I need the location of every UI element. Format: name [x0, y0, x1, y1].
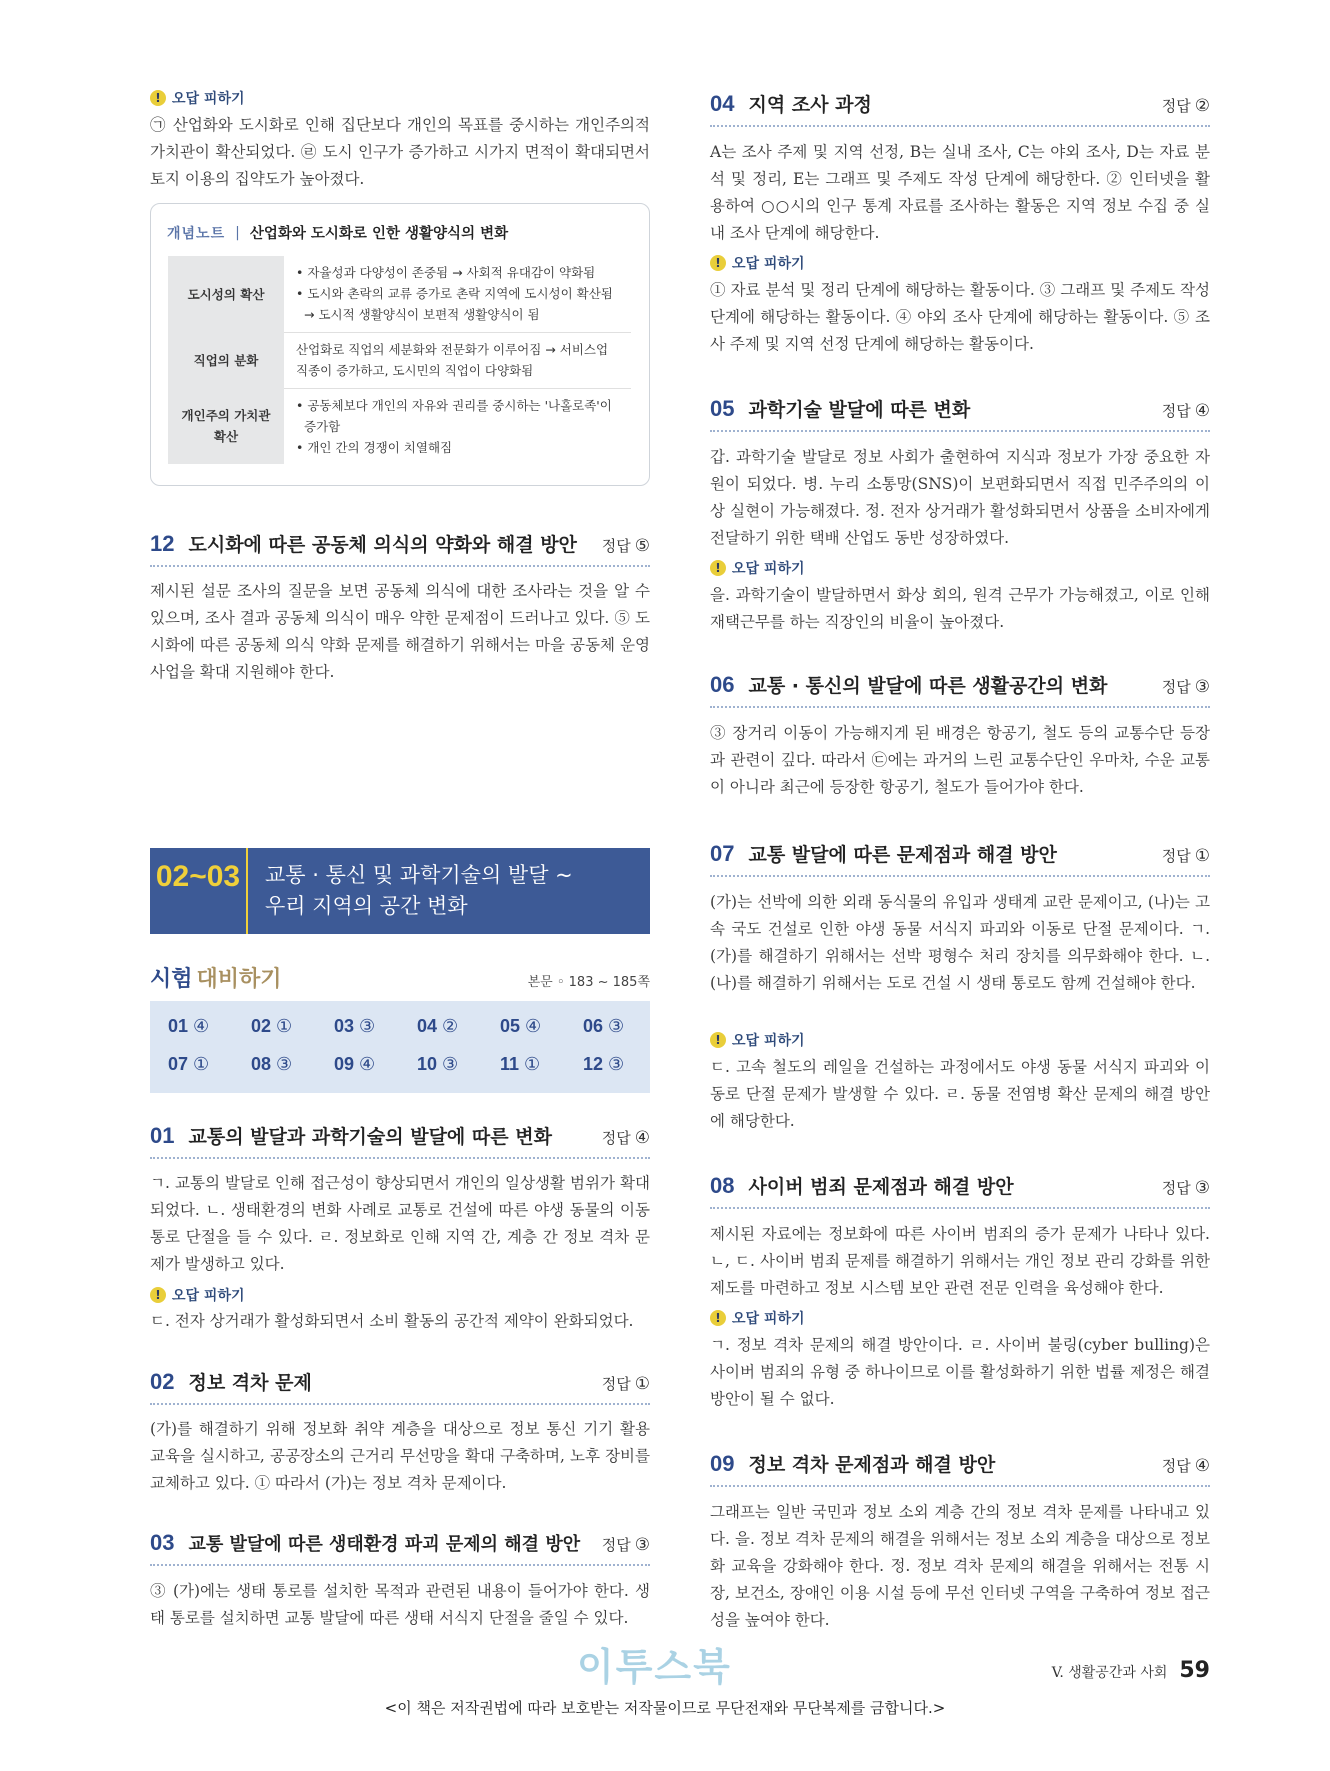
answer-label: 정답 ⑤ [601, 536, 650, 556]
question-number: 07 [710, 841, 735, 866]
avoid-label: ! 오답 피하기 [150, 1285, 245, 1305]
answer-cell: 10 ③ [417, 1054, 459, 1074]
publisher-watermark-logo: 이투스북 [577, 1645, 732, 1689]
exclamation-icon: ! [150, 90, 166, 106]
question-header-09 [710, 1450, 1210, 1487]
avoid-text: ㄱ. 정보 격차 문제의 해결 방안이다. ㄹ. 사이버 불링(cyber bulling)은 사이버 범죄의 유형 중 하나이므로 이를 활성화하기 위한 법률 제정은 해결 방안이 될 수 없다. [710, 1336, 1210, 1408]
answer-cell: 09 ④ [334, 1054, 376, 1074]
answer-cell: 01 ④ [168, 1016, 210, 1036]
question-title: 정보 격차 문제 [188, 1372, 312, 1394]
avoid-label: ! 오답 피하기 [710, 1308, 805, 1328]
question-title: 교통의 발달과 과학기술의 발달에 따른 변화 [188, 1126, 552, 1148]
answer-cell: 05 ④ [500, 1016, 542, 1036]
concept-row-label: 개인주의 가치관 확산 [168, 388, 284, 464]
question-title: 정보 격차 문제점과 해결 방안 [748, 1454, 996, 1476]
avoid-label: ! 오답 피하기 [150, 88, 245, 108]
concept-note-divider: | [235, 224, 240, 241]
question-title: 지역 조사 과정 [748, 94, 872, 116]
exam-prep-title-2: 대비하기 [196, 967, 282, 992]
question-number: 02 [150, 1369, 175, 1394]
page-reference: 본문 ◦ 183 ~ 185쪽 [527, 975, 650, 990]
explanation-text: 제시된 자료에는 정보화에 따른 사이버 범죄의 증가 문제가 나타나 있다. ㄴ, ㄷ. 사이버 범죄 문제를 해결하기 위해서는 개인 정보 관리 강화를 위한 제도를 마련하고 정보 시스템 보안 관련 전문 인력을 육성해야 한다. [710, 1225, 1210, 1297]
question-number: 08 [710, 1173, 735, 1198]
question-header-01 [150, 1122, 650, 1159]
avoid-text: 을. 과학기술이 발달하면서 화상 회의, 원격 근무가 가능해졌고, 이로 인해 재택근무를 하는 직장인의 비율이 높아졌다. [710, 586, 1210, 631]
page-footer [1052, 1658, 1210, 1683]
question-number: 06 [710, 672, 735, 697]
concept-row-value: • 공동체보다 개인의 자유와 권리를 중시하는 '나홀로족'이 증가함 • 개인 간의 경쟁이 치열해짐 [296, 397, 612, 455]
avoid-text: ① 자료 분석 및 정리 단계에 해당하는 활동이다. ③ 그래프 및 주제도 작성 단계에 해당하는 활동이다. ④ 야외 조사 단계에 해당하는 활동이다. ⑤ 조사 주제 및 지역 선정 단계에 해당하는 활동이다. [710, 281, 1210, 353]
explanation-text: 갑. 과학기술 발달로 정보 사회가 출현하여 지식과 정보가 가장 중요한 자원이 되었다. 병. 누리 소통망(SNS)이 보편화되면서 직접 민주주의의 이상 실현이 가능해졌다. 정. 전자 상거래가 활성화되면서 상품을 소비자에게 전달하기 위한 택배 산업도 동반 성장하였다. [710, 448, 1210, 547]
explanation-text: 그래프는 일반 국민과 정보 소외 계층 간의 정보 격차 문제를 나타내고 있다. 을. 정보 격차 문제의 해결을 위해서는 정보 소외 계층을 대상으로 정보화 교육을 강화해야 한다. 정. 정보 격차 문제의 해결을 위해서는 전통 시장, 보건소, 장애인 이용 시설 등에 무선 인터넷 구역을 구축하여 정보 접근성을 높여야 한다. [710, 1503, 1211, 1629]
exam-prep-title-1: 시험 [150, 967, 193, 992]
concept-note-box [150, 203, 650, 486]
concept-note-tag: 개념노트 [167, 225, 226, 242]
question-number: 01 [150, 1123, 175, 1148]
section-name: V. 생활공간과 사회 [1051, 1665, 1168, 1681]
answer-cell: 11 ① [500, 1054, 541, 1074]
answer-cell: 04 ② [417, 1016, 459, 1036]
exam-prep-header [150, 962, 650, 993]
avoid-text: ㄷ. 전자 상거래가 활성화되면서 소비 활동의 공간적 제약이 완화되었다. [150, 1312, 634, 1330]
question-header-08 [710, 1172, 1210, 1209]
exclamation-icon: ! [710, 560, 726, 576]
answer-label: 정답 ④ [1161, 1456, 1210, 1476]
avoid-text: ㄷ. 고속 철도의 레일을 건설하는 과정에서도 야생 동물 서식지 파괴와 이동로 단절 문제가 발생할 수 있다. ㄹ. 동물 전염병 확산 문제의 해결 방안에 해당한다. [710, 1058, 1210, 1130]
copyright-notice: <이 책은 저작권법에 따라 보호받는 저작물이므로 무단전재와 무단복제를 금합니다.> [384, 1699, 946, 1717]
question-header-02 [150, 1368, 650, 1405]
concept-row-value: • 자율성과 다양성이 존중됨 → 사회적 유대감이 약화됨 • 도시와 촌락의 교류 증가로 촌락 지역에 도시성이 확산됨 → 도시적 생활양식이 보편적 생활양식이 됨 [284, 256, 631, 332]
explanation-text: ㄱ. 교통의 발달로 인해 접근성이 향상되면서 개인의 일상생활 범위가 확대되었다. ㄴ. 생태환경의 변화 사례로 교통로 건설에 따른 야생 동물의 이동 통로 단절을 들 수 있다. ㄹ. 정보화로 인해 지역 간, 계층 간 정보 격차 문제가 발생하고 있다. [150, 1174, 650, 1273]
answer-label: 정답 ③ [601, 1535, 650, 1555]
question-title: 도시화에 따른 공동체 의식의 약화와 해결 방안 [188, 534, 577, 556]
page-number: 59 [1179, 1658, 1210, 1683]
exclamation-icon: ! [710, 1032, 726, 1048]
exclamation-icon: ! [150, 1287, 166, 1303]
question-header-06 [710, 671, 1210, 708]
question-number: 09 [710, 1451, 735, 1476]
question-title: 과학기술 발달에 따른 변화 [748, 399, 971, 421]
avoid-label: ! 오답 피하기 [710, 253, 805, 273]
question-header-07 [710, 840, 1210, 877]
exclamation-icon: ! [710, 1310, 726, 1326]
question-title: 교통 발달에 따른 문제점과 해결 방안 [748, 844, 1057, 866]
answer-label: 정답 ④ [601, 1128, 650, 1148]
concept-row-label: 직업의 분화 [168, 332, 284, 388]
answer-cell: 06 ③ [583, 1016, 625, 1036]
concept-row [168, 256, 631, 332]
question-title: 교통 발달에 따른 생태환경 파괴 문제의 해결 방안 [188, 1534, 581, 1555]
explanation-text: A는 조사 주제 및 지역 선정, B는 실내 조사, C는 야외 조사, D는 자료 분석 및 정리, E는 그래프 및 주제도 작성 단계에 해당한다. ② 인터넷을 활용하여 ○○시의 인구 통계 자료를 조사하는 활동은 지역 정보 수집 중 실내 조사 단계에 해당한다. [710, 143, 1210, 242]
question-header-03 [150, 1530, 650, 1566]
answer-cell: 08 ③ [251, 1054, 293, 1074]
unit-title-banner [150, 848, 650, 934]
question-header-04 [710, 90, 1210, 127]
question-title: 교통 · 통신의 발달에 따른 생활공간의 변화 [748, 675, 1108, 697]
explanation-text: ③ (가)에는 생태 통로를 설치한 목적과 관련된 내용이 들어가야 한다. 생태 통로를 설치하면 교통 발달에 따른 생태 서식지 단절을 줄일 수 있다. [150, 1582, 650, 1627]
question-number: 04 [710, 91, 735, 116]
concept-row [168, 332, 631, 388]
explanation-text: (가)는 선박에 의한 외래 동식물의 유입과 생태계 교란 문제이고, (나)는 고속 국도 건설로 인한 야생 동물 서식지 파괴와 이동로 단절 문제이다. ㄱ. (가)를 해결하기 위해서는 선박 평형수 처리 장치를 의무화해야 한다. ㄴ. (나)를 해결하기 위해서는 도로 건설 시 생태 통로도 함께 건설해야 한다. [710, 893, 1211, 992]
concept-note-table [168, 256, 631, 464]
answer-label: 정답 ① [601, 1374, 650, 1394]
avoid-text: ㉠ 산업화와 도시화로 인해 집단보다 개인의 목표를 중시하는 개인주의적 가치관이 확산되었다. ㉣ 도시 인구가 증가하고 시가지 면적이 확대되면서 토지 이용의 집약도가 높아졌다. [150, 116, 650, 188]
explanation-text: (가)를 해결하기 위해 정보화 취약 계층을 대상으로 정보 통신 기기 활용 교육을 실시하고, 공공장소의 근거리 무선망을 확대 구축하며, 노후 장비를 교체하고 있다. ① 따라서 (가)는 정보 격차 문제이다. [150, 1420, 650, 1492]
avoid-label: ! 오답 피하기 [710, 1030, 805, 1050]
question-number: 05 [710, 396, 735, 421]
exclamation-icon: ! [710, 255, 726, 271]
explanation-text: ③ 장거리 이동이 가능해지게 된 배경은 항공기, 철도 등의 교통수단 등장과 관련이 깊다. 따라서 ㉢에는 과거의 느린 교통수단인 우마차, 수운 교통이 아니라 최근에 등장한 항공기, 철도가 들어가야 한다. [710, 724, 1210, 796]
answer-grid [150, 1001, 650, 1093]
answer-cell: 02 ① [251, 1016, 293, 1036]
answer-label: 정답 ① [1161, 846, 1210, 866]
concept-row-value: 산업화로 직업의 세분화와 전문화가 이루어짐 → 서비스업 직종이 증가하고, 도시민의 직업이 다양화됨 [284, 332, 631, 388]
question-header-12 [150, 530, 650, 567]
concept-row [168, 388, 631, 464]
answer-label: 정답 ③ [1161, 677, 1210, 697]
concept-note-header [167, 222, 508, 243]
explanation-text: 제시된 설문 조사의 질문을 보면 공동체 의식에 대한 조사라는 것을 알 수 있으며, 조사 결과 공동체 의식이 매우 약한 문제점이 드러나고 있다. ⑤ 도시화에 따른 공동체 의식 약화 문제를 해결하기 위해서는 마을 공동체 운영 사업을 확대 지원해야 한다. [150, 582, 650, 681]
answer-cell: 07 ① [168, 1054, 210, 1074]
unit-title: 교통 · 통신 및 과학기술의 발달 ~ 우리 지역의 공간 변화 [265, 863, 573, 918]
concept-note-title: 산업화와 도시화로 인한 생활양식의 변화 [249, 226, 509, 242]
unit-number: 02~03 [150, 848, 248, 934]
answer-label: 정답 ④ [1161, 401, 1210, 421]
question-header-05 [710, 395, 1210, 432]
answer-cell: 03 ③ [334, 1016, 376, 1036]
concept-row-label: 도시성의 확산 [168, 256, 284, 332]
question-title: 사이버 범죄 문제점과 해결 방안 [748, 1176, 1014, 1198]
question-number: 03 [150, 1530, 175, 1555]
avoid-label: ! 오답 피하기 [710, 558, 805, 578]
answer-label: 정답 ② [1161, 96, 1210, 116]
question-number: 12 [150, 531, 175, 556]
answer-cell: 12 ③ [583, 1054, 625, 1074]
answer-label: 정답 ③ [1161, 1178, 1210, 1198]
